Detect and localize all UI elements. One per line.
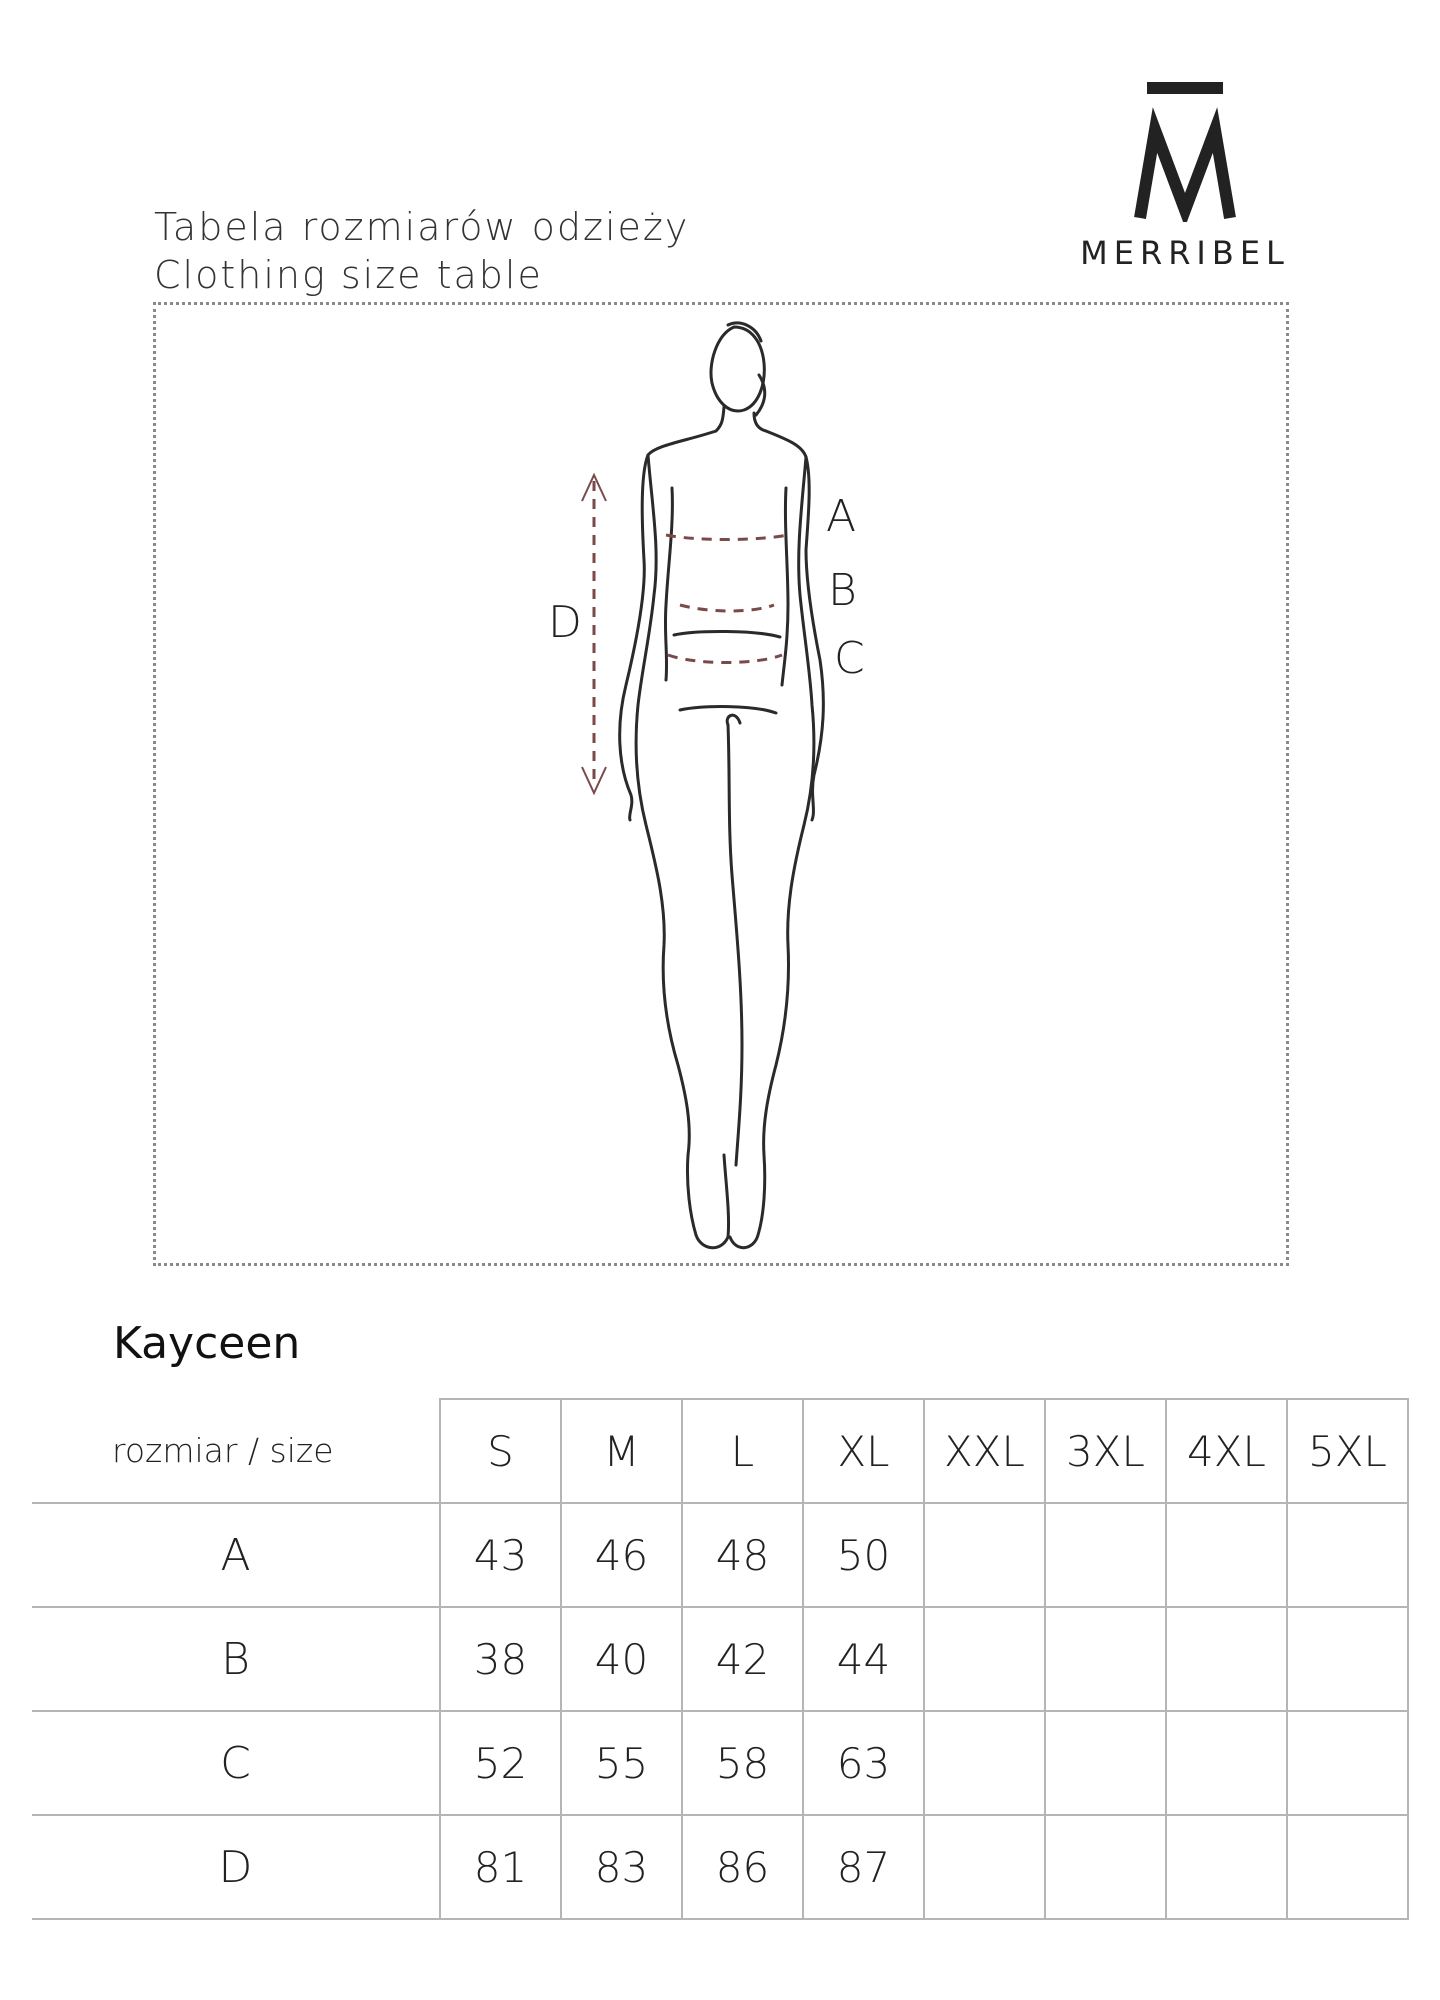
row-label: B xyxy=(32,1607,440,1711)
label-c: C xyxy=(834,633,865,684)
size-table xyxy=(32,1398,1409,1920)
table-cell xyxy=(1045,1607,1166,1711)
title-english: Clothing size table xyxy=(154,253,543,297)
table-row xyxy=(32,1711,1408,1815)
table-cell xyxy=(924,1607,1045,1711)
size-header-cell: XXL xyxy=(924,1399,1045,1503)
label-d: D xyxy=(548,597,582,648)
table-cell xyxy=(1166,1503,1287,1607)
size-header-cell: M xyxy=(561,1399,682,1503)
table-cell: 55 xyxy=(561,1711,682,1815)
size-header-cell: L xyxy=(682,1399,803,1503)
table-cell: 48 xyxy=(682,1503,803,1607)
table-cell xyxy=(1166,1815,1287,1919)
table-cell: 44 xyxy=(803,1607,924,1711)
table-cell xyxy=(1287,1815,1408,1919)
table-cell: 40 xyxy=(561,1607,682,1711)
table-cell xyxy=(1045,1711,1166,1815)
row-label: C xyxy=(32,1711,440,1815)
size-header-cell: S xyxy=(440,1399,561,1503)
table-cell: 63 xyxy=(803,1711,924,1815)
page-title xyxy=(154,203,689,299)
table-cell xyxy=(1045,1815,1166,1919)
table-cell: 42 xyxy=(682,1607,803,1711)
row-label: D xyxy=(32,1815,440,1919)
table-row xyxy=(32,1503,1408,1607)
m-monogram-icon xyxy=(1115,82,1255,222)
table-cell: 81 xyxy=(440,1815,561,1919)
table-cell: 38 xyxy=(440,1607,561,1711)
table-row xyxy=(32,1815,1408,1919)
table-cell: 83 xyxy=(561,1815,682,1919)
table-cell: 86 xyxy=(682,1815,803,1919)
table-cell: 50 xyxy=(803,1503,924,1607)
measurement-figure xyxy=(153,302,1289,1266)
brand-name: MERRIBEL xyxy=(1080,234,1290,272)
table-cell: 43 xyxy=(440,1503,561,1607)
row-label: A xyxy=(32,1503,440,1607)
table-cell xyxy=(1045,1503,1166,1607)
title-polish: Tabela rozmiarów odzieży xyxy=(154,205,690,249)
product-name: Kayceen xyxy=(113,1318,301,1369)
body-silhouette-icon xyxy=(156,305,1286,1263)
table-cell xyxy=(924,1815,1045,1919)
table-cell xyxy=(1287,1503,1408,1607)
size-header-cell: 5XL xyxy=(1287,1399,1408,1503)
size-header-cell: 4XL xyxy=(1166,1399,1287,1503)
label-b: B xyxy=(828,565,857,616)
table-cell xyxy=(924,1711,1045,1815)
table-cell xyxy=(1166,1607,1287,1711)
table-cell xyxy=(1287,1711,1408,1815)
table-cell: 87 xyxy=(803,1815,924,1919)
size-header-row xyxy=(32,1399,1408,1503)
table-cell: 46 xyxy=(561,1503,682,1607)
size-header-label: rozmiar / size xyxy=(32,1399,440,1503)
size-header-cell: 3XL xyxy=(1045,1399,1166,1503)
table-cell: 52 xyxy=(440,1711,561,1815)
table-cell xyxy=(924,1503,1045,1607)
table-row xyxy=(32,1607,1408,1711)
size-header-cell: XL xyxy=(803,1399,924,1503)
table-cell xyxy=(1166,1711,1287,1815)
table-cell: 58 xyxy=(682,1711,803,1815)
table-cell xyxy=(1287,1607,1408,1711)
label-a: A xyxy=(826,491,857,542)
brand-logo xyxy=(1070,82,1300,272)
